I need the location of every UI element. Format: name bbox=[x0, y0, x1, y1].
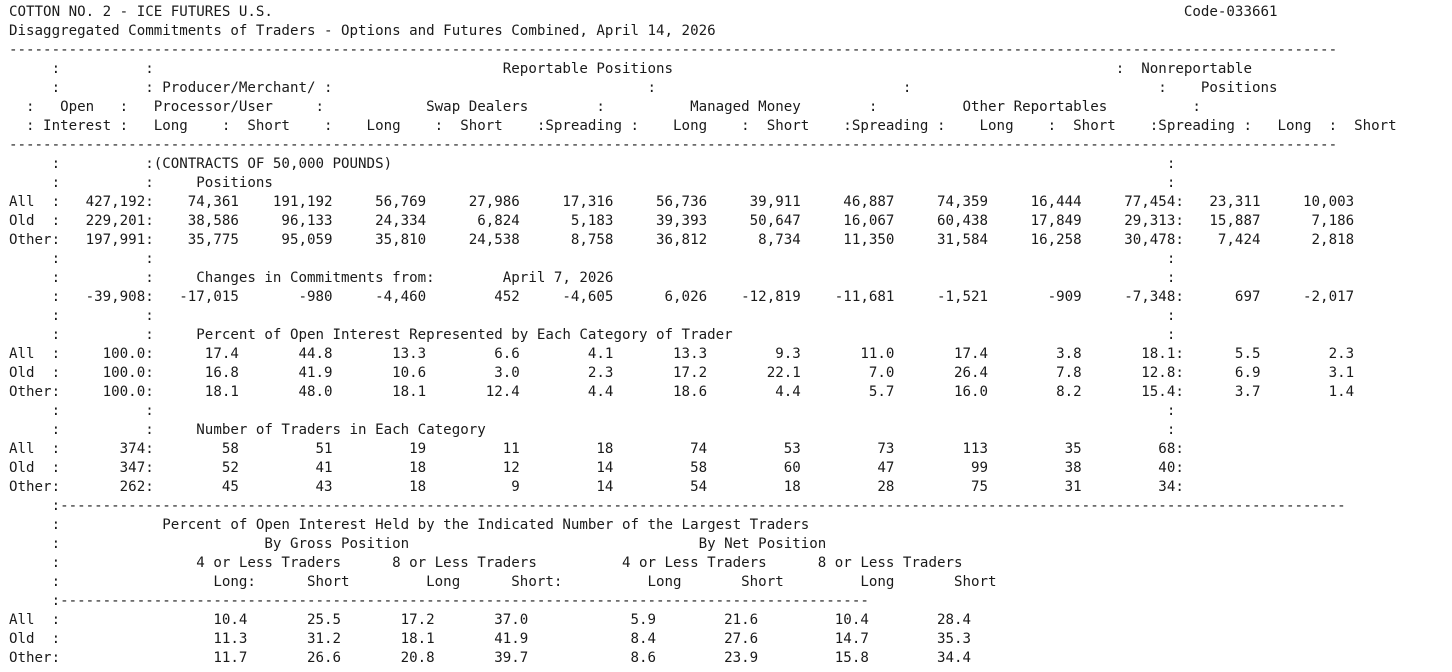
report-line: Old : 11.3 31.2 18.1 41.9 8.4 27.6 14.7 35.3 bbox=[9, 631, 972, 647]
report-line: ------------------------------------------------------------------------------------------------------------------------------------------------------------ bbox=[9, 42, 1338, 58]
report-line: : : Number of Traders in Each Category : bbox=[9, 422, 1176, 438]
report-line: All : 427,192: 74,361 191,192 56,769 27,986 17,316 56,736 39,911 46,887 74,359 16,444 77,454: 23,311 10,003 bbox=[9, 194, 1355, 210]
cot-report-text bbox=[9, 3, 1397, 668]
report-line: Other: 197,991: 35,775 95,059 35,810 24,538 8,758 36,812 8,734 11,350 31,584 16,258 30,478: 7,424 2,818 bbox=[9, 232, 1355, 248]
report-line: : : : bbox=[9, 251, 1176, 267]
report-line: : -39,908: -17,015 -980 -4,460 452 -4,605 6,026 -12,819 -11,681 -1,521 -909 -7,348: 697 -2,017 bbox=[9, 289, 1355, 305]
report-line: : 4 or Less Traders 8 or Less Traders 4 or Less Traders 8 or Less Traders bbox=[9, 555, 963, 571]
report-line: :----------------------------------------------------------------------------------------------- bbox=[9, 593, 869, 609]
report-line: Disaggregated Commitments of Traders - Options and Futures Combined, April 14, 2026 bbox=[9, 23, 716, 39]
report-line: : : : bbox=[9, 308, 1176, 324]
report-line: Other: 100.0: 18.1 48.0 18.1 12.4 4.4 18.6 4.4 5.7 16.0 8.2 15.4: 3.7 1.4 bbox=[9, 384, 1355, 400]
report-line: : : Percent of Open Interest Represented by Each Category of Trader : bbox=[9, 327, 1176, 343]
report-line: : Long: Short Long Short: Long Short Long Short bbox=[9, 574, 997, 590]
report-line: Other: 262: 45 43 18 9 14 54 18 28 75 31 34: bbox=[9, 479, 1184, 495]
report-line: : : Reportable Positions : Nonreportable bbox=[9, 61, 1252, 77]
report-line: : : Positions : bbox=[9, 175, 1176, 191]
report-line: : Open : Processor/User : Swap Dealers : Managed Money : Other Reportables : bbox=[9, 99, 1201, 115]
report-line: : :(CONTRACTS OF 50,000 POUNDS) : bbox=[9, 156, 1176, 172]
report-line: ------------------------------------------------------------------------------------------------------------------------------------------------------------ bbox=[9, 137, 1338, 153]
report-line: Old : 100.0: 16.8 41.9 10.6 3.0 2.3 17.2 22.1 7.0 26.4 7.8 12.8: 6.9 3.1 bbox=[9, 365, 1355, 381]
report-line: : Interest : Long : Short : Long : Short :Spreading : Long : Short :Spreading : Long : Short :Spreading : Long : Short bbox=[9, 118, 1397, 134]
report-line: All : 100.0: 17.4 44.8 13.3 6.6 4.1 13.3 9.3 11.0 17.4 3.8 18.1: 5.5 2.3 bbox=[9, 346, 1355, 362]
report-line: : Percent of Open Interest Held by the Indicated Number of the Largest Traders bbox=[9, 517, 810, 533]
report-line: All : 10.4 25.5 17.2 37.0 5.9 21.6 10.4 28.4 bbox=[9, 612, 972, 628]
report-line: Old : 347: 52 41 18 12 14 58 60 47 99 38 40: bbox=[9, 460, 1184, 476]
report-line: COTTON NO. 2 - ICE FUTURES U.S. Code-033661 bbox=[9, 4, 1278, 20]
report-line: :------------------------------------------------------------------------------------------------------------------------------------------------------- bbox=[9, 498, 1346, 514]
report-line: : : Producer/Merchant/ : : : : Positions bbox=[9, 80, 1278, 96]
report-line: Other: 11.7 26.6 20.8 39.7 8.6 23.9 15.8 34.4 bbox=[9, 650, 972, 666]
report-line: : : Changes in Commitments from: April 7, 2026 : bbox=[9, 270, 1176, 286]
report-line: : By Gross Position By Net Position bbox=[9, 536, 827, 552]
report-line: : : : bbox=[9, 403, 1176, 419]
report-line: All : 374: 58 51 19 11 18 74 53 73 113 35 68: bbox=[9, 441, 1184, 457]
report-line: Old : 229,201: 38,586 96,133 24,334 6,824 5,183 39,393 50,647 16,067 60,438 17,849 29,313: 15,887 7,186 bbox=[9, 213, 1355, 229]
